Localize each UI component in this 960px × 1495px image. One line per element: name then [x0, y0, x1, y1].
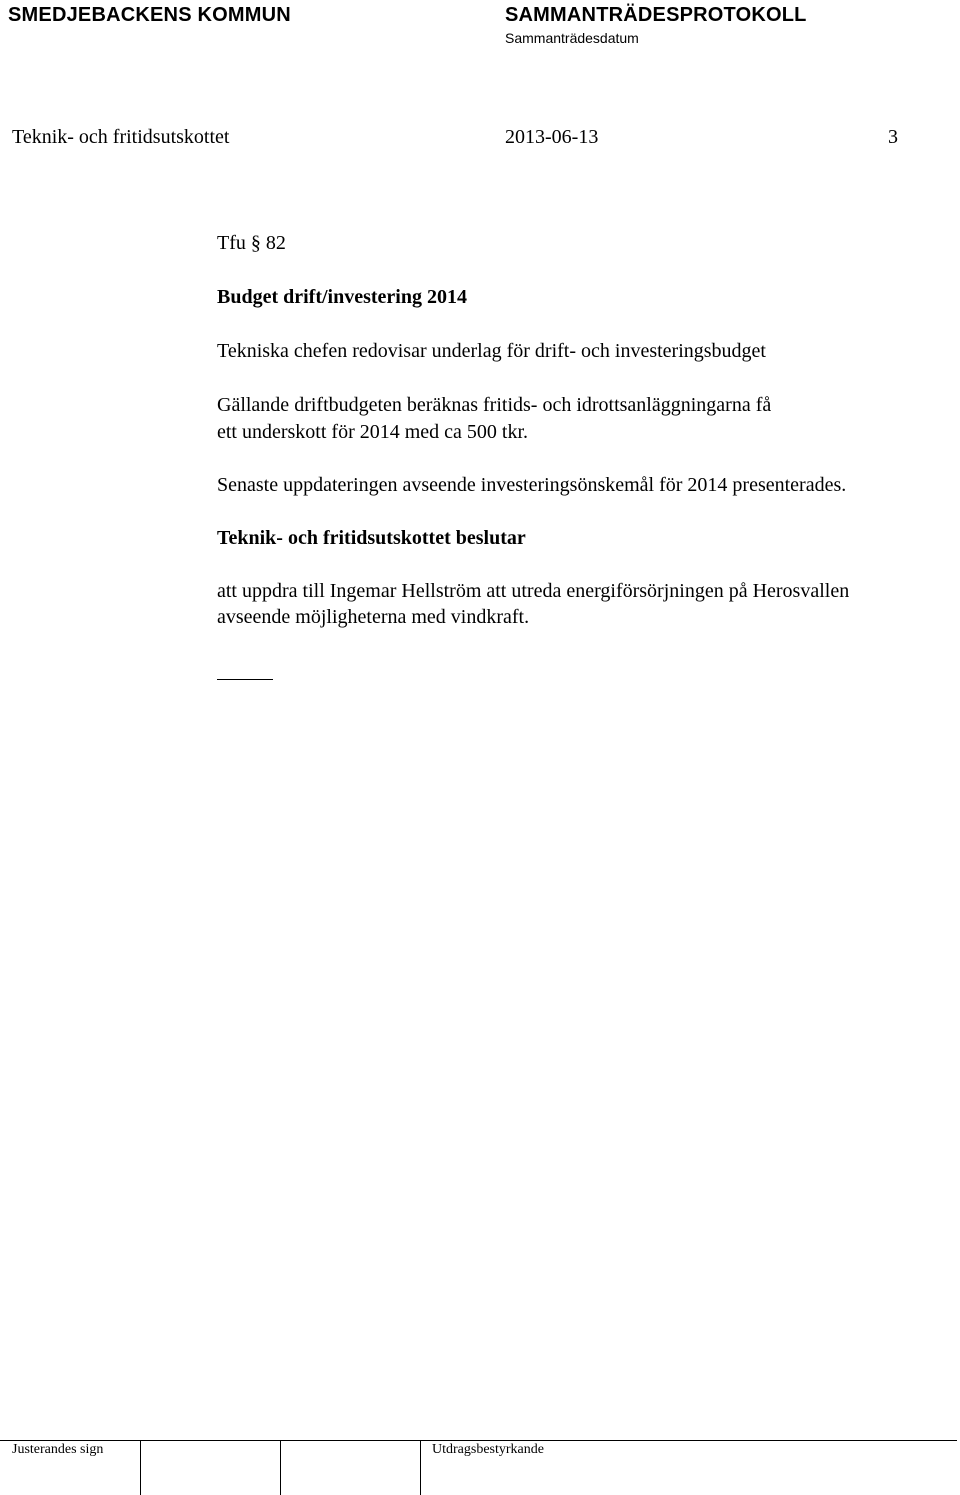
organization-name: SMEDJEBACKENS KOMMUN — [8, 4, 291, 26]
decision-text: avseende möjligheterna med vindkraft. — [217, 606, 530, 628]
signature-box-divider — [140, 1441, 141, 1495]
decision-text: att uppdra till Ingemar Hellström att utreda energiförsörjningen på Herosvallen — [217, 580, 850, 602]
signature-box-divider — [420, 1441, 421, 1495]
body-paragraph: ett underskott för 2014 med ca 500 tkr. — [217, 421, 529, 443]
body-paragraph: Gällande driftbudgeten beräknas fritids- och idrottsanläggningarna få — [217, 394, 772, 416]
end-marker-line — [217, 679, 273, 680]
extract-certification-label: Utdragsbestyrkande — [432, 1442, 544, 1457]
item-title: Budget drift/investering 2014 — [217, 286, 467, 308]
page-number: 3 — [888, 126, 898, 148]
paragraph-id: Tfu § 82 — [217, 232, 286, 254]
signature-label: Justerandes sign — [12, 1442, 104, 1457]
meeting-date: 2013-06-13 — [505, 126, 599, 148]
signature-box-divider — [280, 1441, 281, 1495]
body-paragraph: Senaste uppdateringen avseende investeringsönskemål för 2014 presenterades. — [217, 474, 847, 496]
decision-heading: Teknik- och fritidsutskottet beslutar — [217, 527, 526, 549]
meeting-date-label: Sammanträdesdatum — [505, 30, 639, 46]
committee-name: Teknik- och fritidsutskottet — [12, 126, 230, 148]
document-type: SAMMANTRÄDESPROTOKOLL — [505, 4, 807, 26]
body-paragraph: Tekniska chefen redovisar underlag för drift- och investeringsbudget — [217, 340, 766, 362]
signature-footer — [0, 1440, 957, 1495]
